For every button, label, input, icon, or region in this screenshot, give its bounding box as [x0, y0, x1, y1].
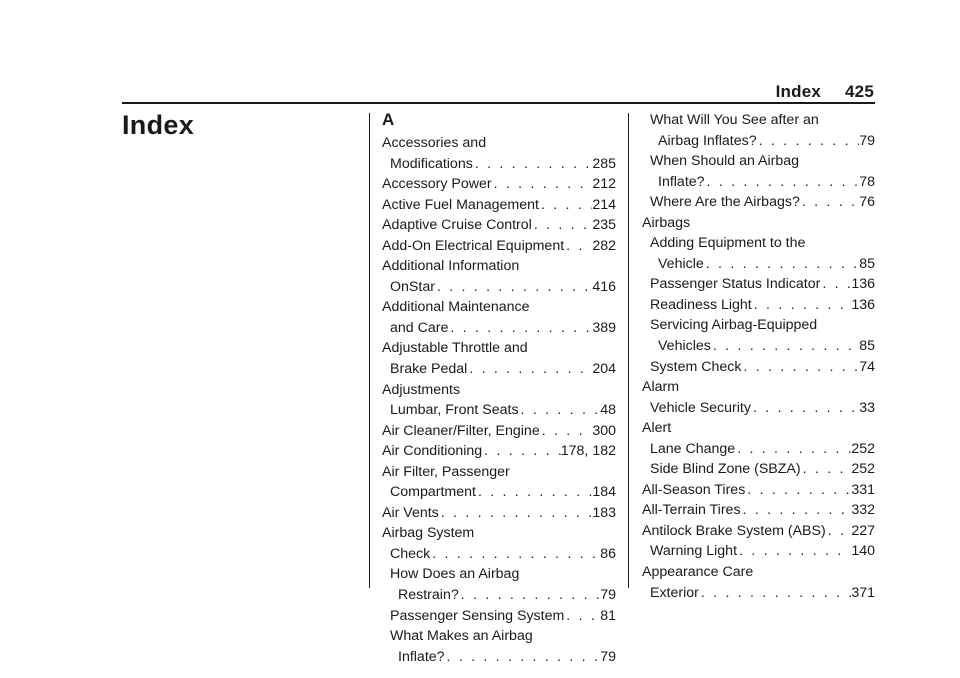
index-entry	[642, 233, 875, 254]
dot-leader	[448, 318, 592, 339]
entry-page-number: 300	[592, 422, 616, 439]
dot-leader	[540, 421, 593, 442]
index-entry	[382, 133, 616, 154]
index-entry	[382, 297, 616, 318]
entry-text: Adding Equipment to the	[650, 235, 806, 252]
dot-leader	[467, 359, 592, 380]
entry-page-number: 79	[600, 587, 616, 604]
index-entry	[642, 583, 875, 604]
index-entry	[382, 277, 616, 298]
entry-page-number: 235	[592, 217, 616, 234]
entry-text: Brake Pedal	[390, 361, 468, 378]
entry-page-number: 389	[592, 319, 616, 336]
index-entry	[642, 254, 875, 275]
index-entry	[642, 500, 875, 521]
entry-page-number: 282	[592, 237, 616, 254]
index-entry	[382, 647, 616, 668]
entry-text: Compartment	[390, 484, 476, 501]
entry-text: Airbags	[642, 214, 691, 231]
index-entry	[642, 521, 875, 542]
entry-text: Lumbar, Front Seats	[390, 402, 519, 419]
entry-page-number: 85	[859, 255, 875, 272]
index-entry	[642, 562, 875, 583]
entry-text: Restrain?	[398, 587, 459, 604]
entry-text: All-Terrain Tires	[642, 502, 741, 519]
entry-text: Additional Maintenance	[382, 299, 530, 316]
entry-text: Inflate?	[658, 173, 705, 190]
dot-leader	[704, 254, 859, 275]
entry-text: Active Fuel Management	[382, 196, 539, 213]
entry-text: Servicing Airbag-Equipped	[650, 317, 818, 334]
index-title: Index	[122, 110, 195, 140]
entry-page-number: 78	[859, 173, 875, 190]
index-entry	[642, 357, 875, 378]
entry-text: Readiness Light	[650, 296, 752, 313]
index-entry	[382, 523, 616, 544]
dot-leader	[492, 174, 593, 195]
entry-text: Vehicles	[658, 338, 711, 355]
dot-leader	[826, 521, 852, 542]
entry-page-number: 79	[859, 132, 875, 149]
dot-leader	[519, 400, 601, 421]
entry-text: Accessory Power	[382, 176, 492, 193]
dot-leader	[564, 606, 600, 627]
entry-text: Add-On Electrical Equipment	[382, 237, 565, 254]
entry-page-number: 86	[600, 545, 616, 562]
index-entries-2	[642, 110, 875, 603]
dot-leader	[435, 277, 592, 298]
dot-leader	[745, 480, 851, 501]
index-entry	[382, 318, 616, 339]
index-entry	[642, 172, 875, 193]
dot-leader	[532, 215, 593, 236]
entry-text: Adaptive Cruise Control	[382, 217, 532, 234]
dot-leader	[757, 131, 860, 152]
index-column-1	[382, 110, 616, 667]
entry-text: All-Season Tires	[642, 481, 746, 498]
entry-text: Airbag System	[382, 525, 475, 542]
entry-page-number: 331	[851, 481, 875, 498]
index-entry	[382, 462, 616, 483]
entry-page-number: 285	[592, 155, 616, 172]
index-entry	[382, 154, 616, 175]
dot-leader	[751, 398, 859, 419]
entry-page-number: 136	[851, 276, 875, 293]
index-entry	[382, 441, 616, 462]
entry-text: What Makes an Airbag	[390, 628, 533, 645]
dot-leader	[741, 500, 852, 521]
entry-page-number: 76	[859, 194, 875, 211]
index-entry	[382, 626, 616, 647]
entry-text: Check	[390, 545, 431, 562]
index-entry	[642, 336, 875, 357]
entry-text: OnStar	[390, 278, 435, 295]
dot-leader	[800, 192, 859, 213]
index-entry	[382, 174, 616, 195]
dot-leader	[476, 482, 592, 503]
entry-text: Vehicle	[658, 255, 704, 272]
entry-page-number: 81	[600, 607, 616, 624]
entry-text: When Should an Airbag	[650, 153, 800, 170]
entry-page-number: 252	[851, 461, 875, 478]
entry-page-number: 140	[851, 543, 875, 560]
index-entry	[642, 439, 875, 460]
entry-page-number: 33	[859, 399, 875, 416]
entry-text: Antilock Brake System (ABS)	[642, 522, 826, 539]
entry-page-number: 332	[851, 502, 875, 519]
index-column-2	[642, 110, 875, 603]
entry-text: Side Blind Zone (SBZA)	[650, 461, 801, 478]
entry-text: Alert	[642, 420, 672, 437]
entry-text: Air Cleaner/Filter, Engine	[382, 422, 540, 439]
entry-text: What Will You See after an	[650, 112, 819, 128]
index-entry	[642, 315, 875, 336]
entry-page-number: 136	[851, 296, 875, 313]
dot-leader	[705, 172, 860, 193]
index-entry	[642, 377, 875, 398]
entry-page-number: 252	[851, 440, 875, 457]
entry-page-number: 48	[600, 402, 616, 419]
dot-leader	[752, 295, 852, 316]
entry-text: Adjustments	[382, 381, 461, 398]
entry-page-number: 183	[592, 504, 616, 521]
entry-page-number: 85	[859, 338, 875, 355]
entry-page-number: 79	[600, 648, 616, 665]
entry-text: Vehicle Security	[650, 399, 751, 416]
entry-text: Additional Information	[382, 258, 520, 275]
section-letter: A	[382, 110, 395, 129]
entry-page-number: 371	[851, 584, 875, 601]
entry-text: Modifications	[390, 155, 473, 172]
column-divider-right	[628, 113, 629, 588]
index-entry	[382, 585, 616, 606]
running-header	[776, 82, 874, 102]
entry-text: Passenger Status Indicator	[650, 276, 821, 293]
entry-text: Accessories and	[382, 135, 487, 151]
index-entry	[382, 195, 616, 216]
index-entry	[382, 359, 616, 380]
index-entry	[642, 151, 875, 172]
entry-text: Air Conditioning	[382, 443, 483, 460]
dot-leader	[430, 544, 600, 565]
index-entry	[382, 380, 616, 401]
dot-leader	[735, 439, 851, 460]
entry-text: Lane Change	[650, 440, 736, 457]
dot-leader	[737, 541, 851, 562]
entry-text: Passenger Sensing System	[390, 607, 565, 624]
entry-text: System Check	[650, 358, 742, 375]
index-entry	[642, 398, 875, 419]
index-entry	[382, 482, 616, 503]
index-entry	[642, 480, 875, 501]
index-entry	[642, 110, 875, 131]
entry-text: and Care	[390, 319, 449, 336]
entry-page-number: 227	[851, 522, 875, 539]
entry-page-number: 204	[592, 361, 616, 378]
entry-text: Air Vents	[382, 504, 439, 521]
entry-text: Warning Light	[650, 543, 738, 560]
column-divider-left	[369, 113, 370, 588]
index-entry	[382, 606, 616, 627]
index-entry	[642, 131, 875, 152]
entry-page-number: 178, 182	[560, 443, 616, 460]
dot-leader	[459, 585, 600, 606]
index-entry	[642, 541, 875, 562]
header-rule	[122, 102, 875, 104]
entry-page-number: 212	[592, 176, 616, 193]
index-entry	[642, 459, 875, 480]
page-number: 425	[845, 82, 874, 101]
entry-text: How Does an Airbag	[390, 566, 520, 583]
header-section-title: Index	[775, 82, 822, 101]
dot-leader	[482, 441, 561, 462]
index-entry	[642, 418, 875, 439]
index-entry	[642, 295, 875, 316]
index-entry	[382, 338, 616, 359]
dot-leader	[820, 274, 851, 295]
dot-leader	[473, 154, 593, 175]
dot-leader	[539, 195, 592, 216]
entry-text: Exterior	[650, 584, 699, 601]
dot-leader	[439, 503, 593, 524]
entry-text: Airbag Inflates?	[658, 132, 757, 149]
entry-page-number: 214	[592, 196, 616, 213]
index-entry	[642, 192, 875, 213]
entry-text: Inflate?	[398, 648, 445, 665]
entry-text: Appearance Care	[642, 564, 754, 581]
index-entry	[382, 421, 616, 442]
dot-leader	[699, 583, 851, 604]
dot-leader	[564, 236, 592, 257]
entry-page-number: 184	[592, 484, 616, 501]
index-entries-1	[382, 133, 616, 667]
index-entry	[382, 256, 616, 277]
entry-text: Adjustable Throttle and	[382, 340, 528, 357]
entry-text: Alarm	[642, 379, 680, 396]
entry-page-number: 416	[592, 278, 616, 295]
dot-leader	[741, 357, 859, 378]
entry-text: Air Filter, Passenger	[382, 463, 510, 480]
index-entry	[642, 213, 875, 234]
dot-leader	[711, 336, 859, 357]
index-entry	[382, 564, 616, 585]
dot-leader	[445, 647, 601, 668]
entry-text: Where Are the Airbags?	[650, 194, 800, 211]
index-entry	[382, 503, 616, 524]
dot-leader	[801, 459, 852, 480]
index-entry	[642, 274, 875, 295]
entry-page-number: 74	[859, 358, 875, 375]
index-entry	[382, 236, 616, 257]
index-entry	[382, 544, 616, 565]
index-entry	[382, 400, 616, 421]
index-entry	[382, 215, 616, 236]
